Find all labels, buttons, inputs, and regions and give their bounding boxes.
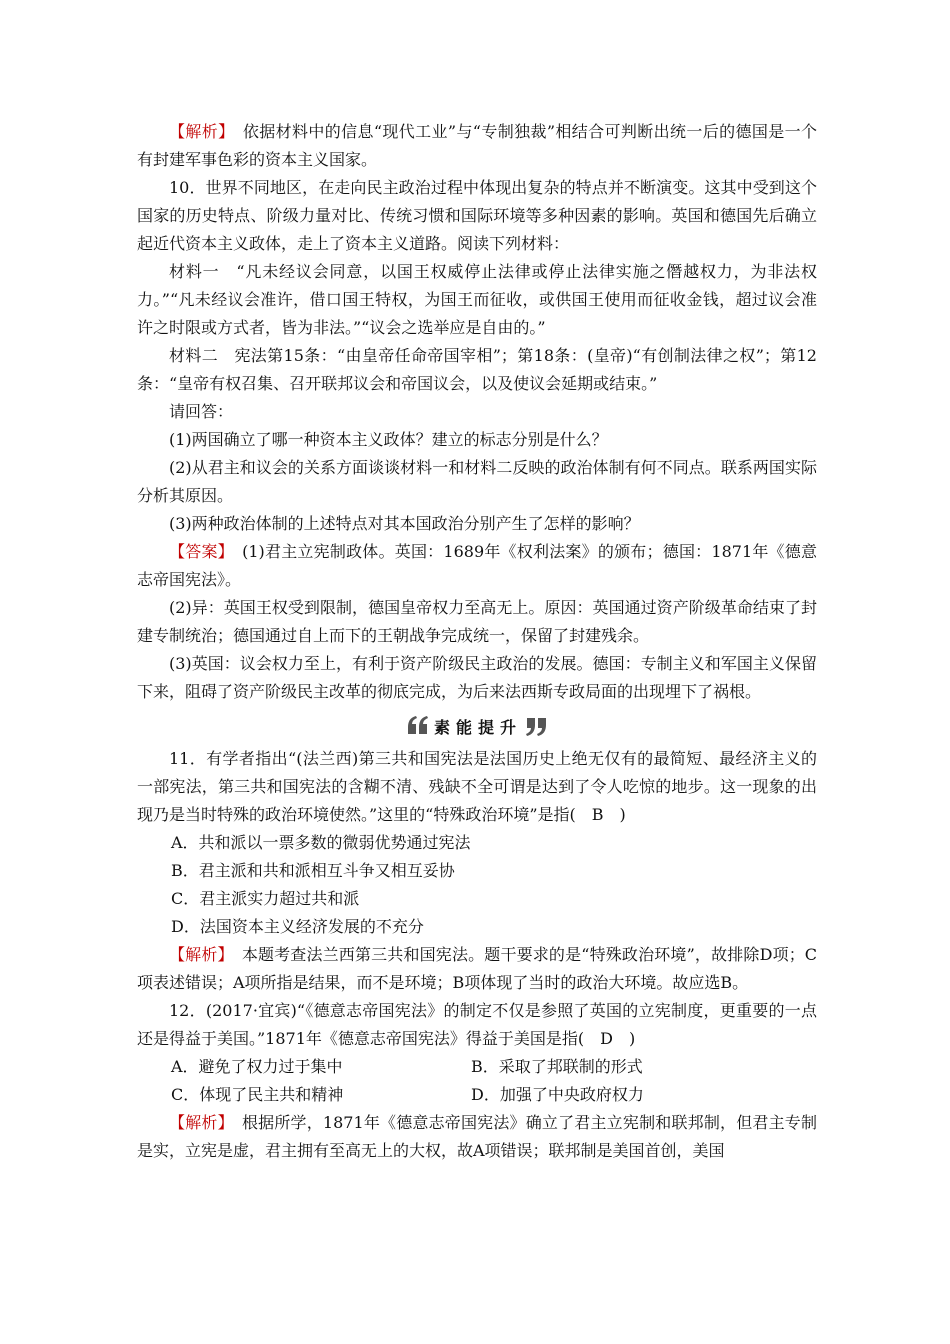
sub-question-2: (2)从君主和议会的关系方面谈谈材料一和材料二反映的政治体制有何不同点。联系两国实际分析其原因。 [137, 458, 817, 505]
explanation-q9: 【解析】 依据材料中的信息“现代工业”与“专制独裁”相结合可判断出统一后的德国是一个有封建军事色彩的资本主义国家。 [137, 122, 817, 169]
q11-option-a: A．共和派以一票多数的微弱优势通过宪法 [171, 833, 471, 852]
explanation-tag: 【解析】 [169, 122, 227, 141]
close-quote-icon [524, 715, 548, 737]
material-1: 材料一 “凡未经议会同意，以国王权威停止法律或停止法律实施之僭越权力，为非法权力。”“凡未经议会准许，借口国王特权，为国王而征收，或供国王使用而征收金钱，超过议会准许之时限或方式者，皆为非法。”“议会之选举应是自由的。” [137, 262, 817, 337]
q11-option-c: C．君主派实力超过共和派 [171, 889, 360, 908]
explanation-tag: 【解析】 [169, 1113, 226, 1132]
answer-3: (3)英国：议会权力至上，有利于资产阶级民主政治的发展。德国：专制主义和军国主义保留下来，阻碍了资产阶级民主改革的彻底完成，为后来法西斯专政局面的出现埋下了祸根。 [137, 654, 817, 701]
document-page [137, 118, 817, 1165]
material-2: 材料二 宪法第15条：“由皇帝任命帝国宰相”；第18条：(皇帝)“有创制法律之权”；第12条：“皇帝有权召集、召开联邦议会和帝国议会，以及使议会延期或结束。” [137, 346, 817, 393]
q12-option-a: A．避免了权力过于集中 [171, 1057, 343, 1076]
q12-options-row-1 [137, 1053, 817, 1081]
sub-question-3: (3)两种政治体制的上述特点对其本国政治分别产生了怎样的影响？ [169, 514, 640, 533]
q12-option-d: D．加强了中央政府权力 [471, 1085, 644, 1104]
explanation-tag: 【解析】 [169, 945, 226, 964]
question-12-stem: 12．(2017·宜宾)“《德意志帝国宪法》的制定不仅是参照了英国的立宪制度，更重要的一点还是得益于美国。”1871年《德意志帝国宪法》得益于美国是指( D ) [137, 1001, 817, 1048]
q12-option-c: C．体现了民主共和精神 [171, 1085, 344, 1104]
answer-2: (2)异：英国王权受到限制，德国皇帝权力至高无上。原因：英国通过资产阶级革命结束了封建专制统治；德国通过自上而下的王朝战争完成统一，保留了封建残余。 [137, 598, 817, 645]
explanation-q12: 【解析】 根据所学，1871年《德意志帝国宪法》确立了君主立宪制和联邦制，但君主专制是实，立宪是虚，君主拥有至高无上的大权，故A项错误；联邦制是美国首创，美国 [137, 1113, 817, 1160]
question-10-stem: 10．世界不同地区，在走向民主政治过程中体现出复杂的特点并不断演变。这其中受到这个国家的历史特点、阶级力量对比、传统习惯和国际环境等多种因素的影响。英国和德国先后确立起近代资本主义政体，走上了资本主义道路。阅读下列材料： [137, 178, 817, 253]
q11-option-d: D．法国资本主义经济发展的不充分 [171, 917, 424, 936]
q12-option-b: B．采取了邦联制的形式 [471, 1057, 643, 1076]
section-title: 素能提升 [433, 717, 522, 737]
answer-1: 【答案】 (1)君主立宪制政体。英国：1689年《权利法案》的颁布；德国：1871年《德意志帝国宪法》。 [137, 542, 817, 589]
explanation-q11: 【解析】 本题考查法兰西第三共和国宪法。题干要求的是“特殊政治环境”，故排除D项；C项表述错误；A项所指是结果，而不是环境；B项体现了当时的政治大环境。故应选B。 [137, 945, 817, 992]
q11-option-b: B．君主派和共和派相互斗争又相互妥协 [171, 861, 455, 880]
question-11-stem: 11．有学者指出“(法兰西)第三共和国宪法是法国历史上绝无仅有的最简短、最经济主义的一部宪法，第三共和国宪法的含糊不清、残缺不全可谓是达到了令人吃惊的地步。这一现象的出现乃是当时特殊的政治环境使然。”这里的“特殊政治环境”是指( B ) [137, 749, 817, 824]
ask-prompt: 请回答： [169, 402, 234, 421]
q12-options-row-2 [137, 1081, 817, 1109]
section-heading [137, 711, 817, 741]
open-quote-icon [406, 715, 430, 737]
sub-question-1: (1)两国确立了哪一种资本主义政体？建立的标志分别是什么？ [169, 430, 608, 449]
answer-tag: 【答案】 [169, 542, 226, 561]
